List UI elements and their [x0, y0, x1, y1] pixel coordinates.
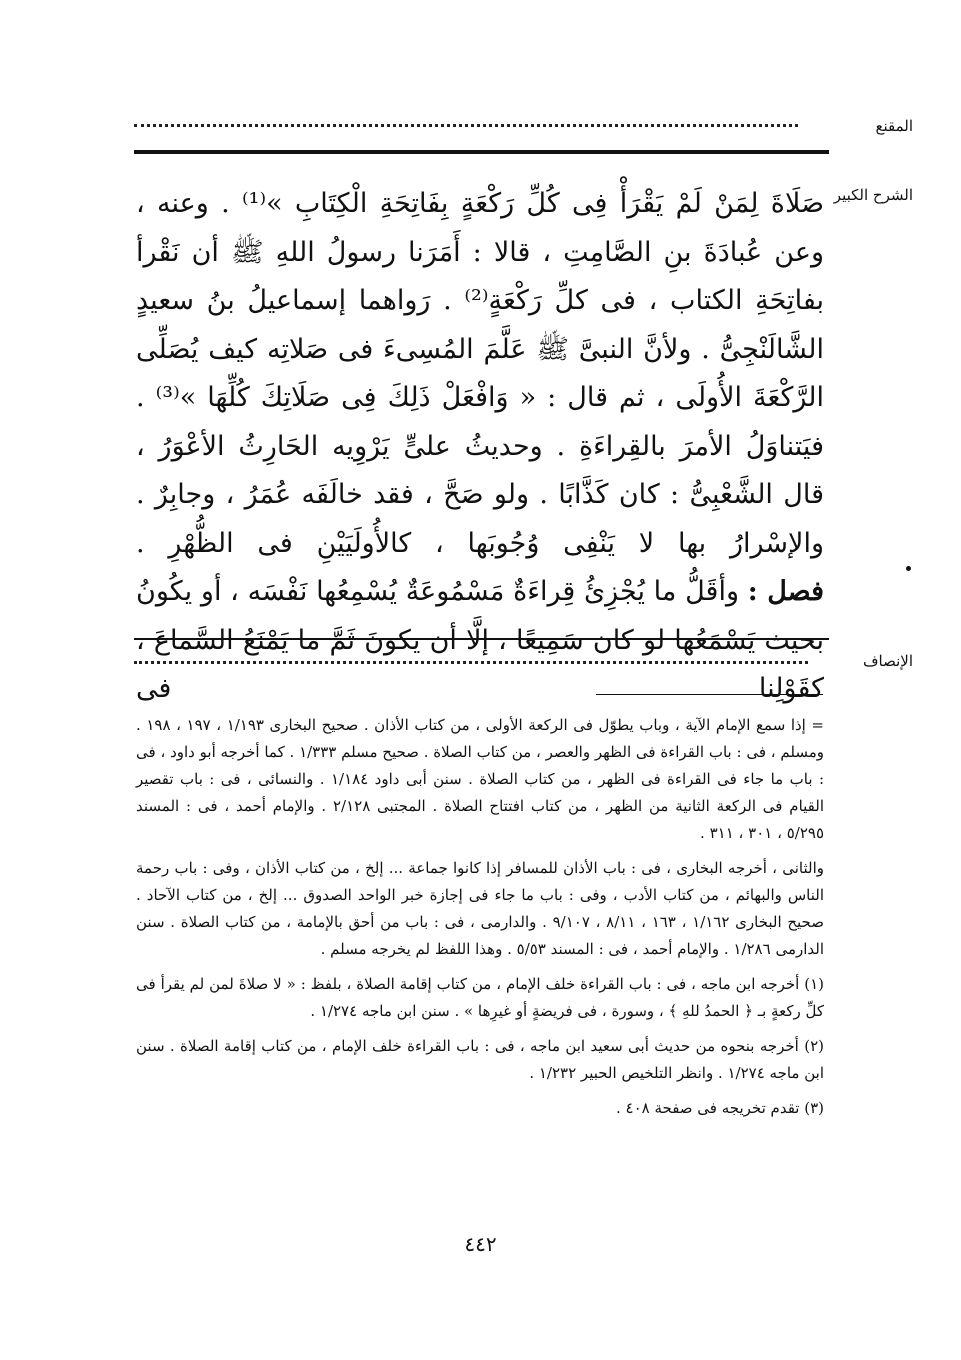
- margin-label-muqni: المقنع: [875, 117, 913, 135]
- fasl-heading: فصل :: [747, 576, 824, 607]
- sharh-body: [136, 180, 824, 714]
- footnotes: [136, 712, 824, 1130]
- footnote-2: (٢) أخرجه بنحوه من حديث أبى سعيد ابن ماجه ، فى : باب القراءة خلف الإمام ، من كتاب إقامة الصلاة . سنن ابن ماجه ١/٢٧٤ . وانظر التلخيص الحبير ١/٢٣٢ .: [136, 1037, 824, 1082]
- margin-dot: [906, 566, 911, 571]
- page-number: ٤٤٢: [464, 1232, 497, 1256]
- margin-label-insaf: الإنصاف: [862, 652, 913, 670]
- sharh-paragraph: صَلَاةَ لِمَنْ لَمْ يَقْرَأْ فِى كُلِّ رَكْعَةٍ بِفَاتِحَةِ الْكِتَابِ »⁽¹⁾ . وعنه ، وعن عُبادَةَ بنِ الصَّامِتِ ، قالا : أَمَرَنا رسولُ اللهِ ﷺ أن نَقْرأ بفاتِحَةِ الكتاب ، فى كلِّ رَكْعَةٍ⁽²⁾ . رَواهما إسماعيلُ بنُ سعيدٍ الشَّالَنْجِىُّ . ولأنَّ النبىَّ ﷺ عَلَّمَ المُسِىءَ فى صَلاتِه كيف يُصَلِّى الرَّكْعَةَ الأُولَى ، ثم قال : « وَافْعَلْ ذَلِكَ فِى صَلَاتِكَ كُلِّهَا »⁽³⁾ . فيَتناوَلُ الأمرَ بالقِراءَةِ . وحديثُ علىٍّ يَرْوِيه الحَارِثُ الأعْوَرُ ، قال الشَّعْبِىُّ : كان كَذَّابًا . ولو صَحَّ ، فقد خالَفَه عُمَرُ ، وجابِرٌ . والإسْرارُ بها لا يَنْفِى وُجُوبَها ، كالأُولَيَيْنِ فى الظُّهْرِ .: [136, 188, 825, 559]
- footnote-3: (٣) تقدم تخريجه فى صفحة ٤٠٨ .: [615, 1099, 824, 1117]
- footnote-1: (١) أخرجه ابن ماجه ، فى : باب القراءة خلف الإمام ، من كتاب إقامة الصلاة ، بلفظ : « لا صلاةَ لمن لم يقرأ فى كلِّ ركعةٍ بـ ﴿ الحمدُ للهِ ﴾ ، وسورة ، فى فريضةٍ أو غيرِها » . سنن ابن ماجه ١/٢٧٤ .: [136, 975, 824, 1020]
- footnote-continuation: = إذا سمع الإمام الآية ، وباب يطوّل فى الركعة الأولى ، من كتاب الأذان . صحيح البخارى ١/١٩٣ ، ١٩٧ ، ١٩٨ . ومسلم ، فى : باب القراءة فى الظهر والعصر ، من كتاب الصلاة . صحيح مسلم ١/٣٣٣ . كما أخرجه أبو داود ، فى : باب ما جاء فى القراءة فى الظهر ، من كتاب الصلاة . سنن أبى داود ١/١٨٤ . والنسائى ، فى : باب تقصير القيام فى الركعة الثانية من الظهر ، من كتاب افتتاح الصلاة . المجتبى ٢/١٢٨ . والإمام أحمد ، فى : المسند ٥/٢٩٥ ، ٣٠١ ، ٣١١ .: [136, 716, 825, 842]
- footnote-continuation-2: والثانى ، أخرجه البخارى ، فى : باب الأذان للمسافر إذا كانوا جماعة ... إلخ ، من كتاب الأذان ، وفى : باب رحمة الناس والبهائم ، من كتاب الأدب ، وفى : باب ما جاء فى إجازة خبر الواحد الصدوق ... إلخ ، من كتاب الآحاد . صحيح البخارى ١/١٦٢ ، ١٦٣ ، ٨/١١ ، ٩/١٠٧ . والدارمى ، فى : باب من أحق بالإمامة ، من كتاب الصلاة . سنن الدارمى ١/٢٨٦ . والإمام أحمد ، فى : المسند ٥/٥٣ . وهذا اللفظ لم يخرجه مسلم .: [136, 859, 824, 958]
- margin-label-sharh: الشرح الكبير: [833, 186, 913, 204]
- fasl-paragraph: [136, 568, 824, 714]
- fasl-text: وأقَلُّ ما يُجْزِئُ قِراءَةٌ مَسْمُوعَةٌ يُسْمِعُها نَفْسَه ، أو يكُونُ بحيث يَسْمَعُها لو كان سَمِيعًا ، إلَّا أن يكونَ ثَمَّ ما يَمْنَعُ السَّماعَ ، كقَوْلِنا فى: [136, 576, 824, 704]
- muqni-dotted-leader: [134, 124, 798, 127]
- top-divider: [134, 150, 829, 154]
